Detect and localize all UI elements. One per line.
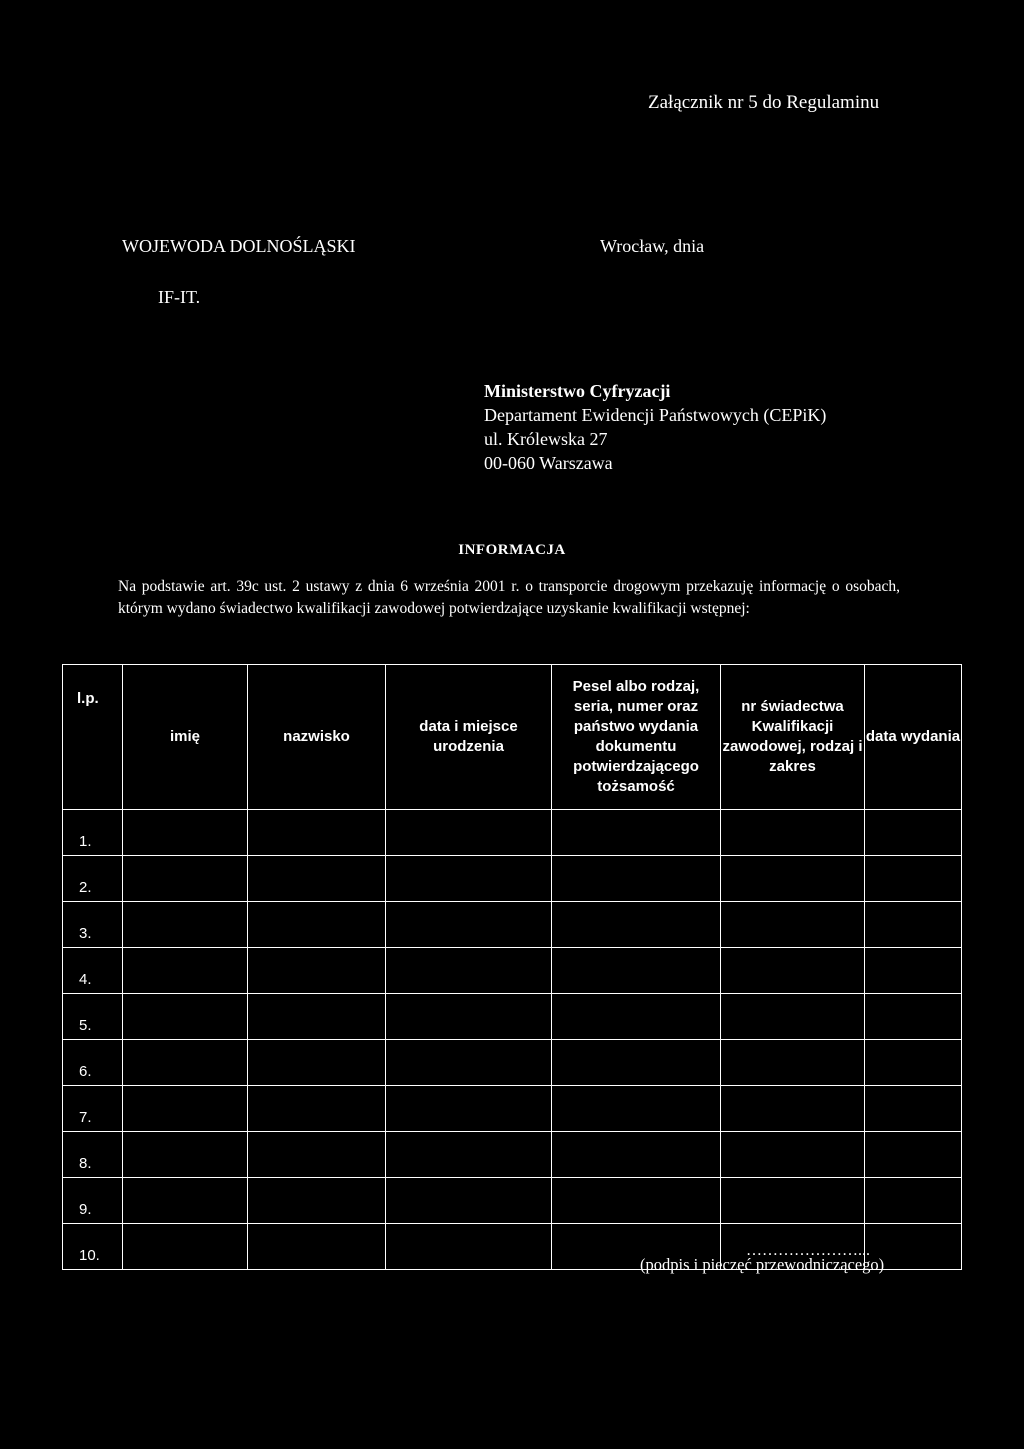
table-row	[63, 1040, 962, 1086]
cell-first-name[interactable]	[123, 1040, 248, 1086]
row-number: 4.	[63, 948, 123, 994]
cell-last-name[interactable]	[248, 1132, 386, 1178]
column-header-identity-document: Pesel albo rodzaj, seria, numer oraz państwo wydania dokumentu potwierdzającego tożsamość	[552, 665, 721, 810]
row-number: 6.	[63, 1040, 123, 1086]
cell-certificate[interactable]	[721, 1086, 865, 1132]
recipient-address	[484, 379, 826, 475]
cell-certificate[interactable]	[721, 1178, 865, 1224]
cell-issue-date[interactable]	[865, 948, 962, 994]
cell-identity-document[interactable]	[552, 994, 721, 1040]
table-row	[63, 1086, 962, 1132]
cell-first-name[interactable]	[123, 948, 248, 994]
cell-first-name[interactable]	[123, 856, 248, 902]
row-number: 9.	[63, 1178, 123, 1224]
row-number: 7.	[63, 1086, 123, 1132]
cell-last-name[interactable]	[248, 1040, 386, 1086]
table-row	[63, 902, 962, 948]
cell-issue-date[interactable]	[865, 1132, 962, 1178]
cell-first-name[interactable]	[123, 1132, 248, 1178]
column-header-issue-date: data wydania	[865, 665, 962, 810]
cell-issue-date[interactable]	[865, 994, 962, 1040]
cell-certificate[interactable]	[721, 948, 865, 994]
table-row	[63, 1132, 962, 1178]
cell-identity-document[interactable]	[552, 1132, 721, 1178]
cell-birth[interactable]	[386, 856, 552, 902]
cell-issue-date[interactable]	[865, 1040, 962, 1086]
cell-birth[interactable]	[386, 1178, 552, 1224]
cell-last-name[interactable]	[248, 1224, 386, 1270]
cell-first-name[interactable]	[123, 1178, 248, 1224]
column-header-certificate: nr świadectwa Kwalifikacji zawodowej, rodzaj i zakres	[721, 665, 865, 810]
row-number: 1.	[63, 810, 123, 856]
cell-identity-document[interactable]	[552, 1086, 721, 1132]
place-date: Wrocław, dnia	[600, 236, 705, 256]
column-header-last-name: nazwisko	[248, 665, 386, 810]
table-row	[63, 856, 962, 902]
cell-last-name[interactable]	[248, 856, 386, 902]
cell-certificate[interactable]	[721, 856, 865, 902]
cell-birth[interactable]	[386, 810, 552, 856]
issuing-authority: WOJEWODA DOLNOŚLĄSKI	[122, 236, 356, 256]
table-row	[63, 1178, 962, 1224]
cell-certificate[interactable]	[721, 1132, 865, 1178]
cell-certificate[interactable]	[721, 994, 865, 1040]
cell-birth[interactable]	[386, 1224, 552, 1270]
cell-first-name[interactable]	[123, 1086, 248, 1132]
cell-identity-document[interactable]	[552, 902, 721, 948]
cell-first-name[interactable]	[123, 994, 248, 1040]
cell-issue-date[interactable]	[865, 856, 962, 902]
cell-birth[interactable]	[386, 902, 552, 948]
cell-birth[interactable]	[386, 1086, 552, 1132]
cell-issue-date[interactable]	[865, 810, 962, 856]
table-row	[63, 994, 962, 1040]
document-body: Na podstawie art. 39c ust. 2 ustawy z dnia 6 września 2001 r. o transporcie drogowym przekazuję informację o osobach, którym wydano świadectwo kwalifikacji zawodowej potwierdzające uzyskanie kwalifikacji wstępnej:	[118, 578, 900, 617]
cell-last-name[interactable]	[248, 948, 386, 994]
row-number: 10.	[63, 1224, 123, 1270]
cell-first-name[interactable]	[123, 810, 248, 856]
cell-certificate[interactable]	[721, 810, 865, 856]
signature-line: …………………...	[746, 1242, 870, 1259]
row-number: 5.	[63, 994, 123, 1040]
cell-certificate[interactable]	[721, 1040, 865, 1086]
annex-label: Załącznik nr 5 do Regulaminu	[648, 92, 880, 113]
recipient-street: ul. Królewska 27	[484, 429, 608, 449]
signature-label: (podpis i pieczęć przewodniczącego)	[640, 1255, 885, 1274]
cell-last-name[interactable]	[248, 1086, 386, 1132]
row-number: 3.	[63, 902, 123, 948]
cell-birth[interactable]	[386, 948, 552, 994]
cell-last-name[interactable]	[248, 810, 386, 856]
recipient-city: 00-060 Warszawa	[484, 453, 613, 473]
cell-identity-document[interactable]	[552, 810, 721, 856]
cell-issue-date[interactable]	[865, 1086, 962, 1132]
cell-issue-date[interactable]	[865, 902, 962, 948]
cell-certificate[interactable]	[721, 902, 865, 948]
cell-first-name[interactable]	[123, 902, 248, 948]
cell-identity-document[interactable]	[552, 948, 721, 994]
cell-issue-date[interactable]	[865, 1178, 962, 1224]
cell-birth[interactable]	[386, 1132, 552, 1178]
cell-identity-document[interactable]	[552, 1178, 721, 1224]
row-number: 8.	[63, 1132, 123, 1178]
table-row	[63, 948, 962, 994]
cell-identity-document[interactable]	[552, 1040, 721, 1086]
cell-birth[interactable]	[386, 994, 552, 1040]
table-row	[63, 810, 962, 856]
persons-table	[62, 664, 962, 1270]
cell-last-name[interactable]	[248, 902, 386, 948]
cell-last-name[interactable]	[248, 1178, 386, 1224]
department-code: IF-IT.	[158, 287, 201, 307]
column-header-birth: data i miejsce urodzenia	[386, 665, 552, 810]
table-header-row	[63, 665, 962, 810]
cell-identity-document[interactable]	[552, 856, 721, 902]
cell-first-name[interactable]	[123, 1224, 248, 1270]
cell-birth[interactable]	[386, 1040, 552, 1086]
cell-last-name[interactable]	[248, 994, 386, 1040]
row-number: 2.	[63, 856, 123, 902]
recipient-department: Departament Ewidencji Państwowych (CEPiK)	[484, 405, 827, 425]
column-header-first-name: imię	[123, 665, 248, 810]
column-header-lp: l.p.	[63, 665, 123, 810]
recipient-name: Ministerstwo Cyfryzacji	[484, 381, 671, 401]
document-heading: INFORMACJA	[458, 542, 566, 558]
